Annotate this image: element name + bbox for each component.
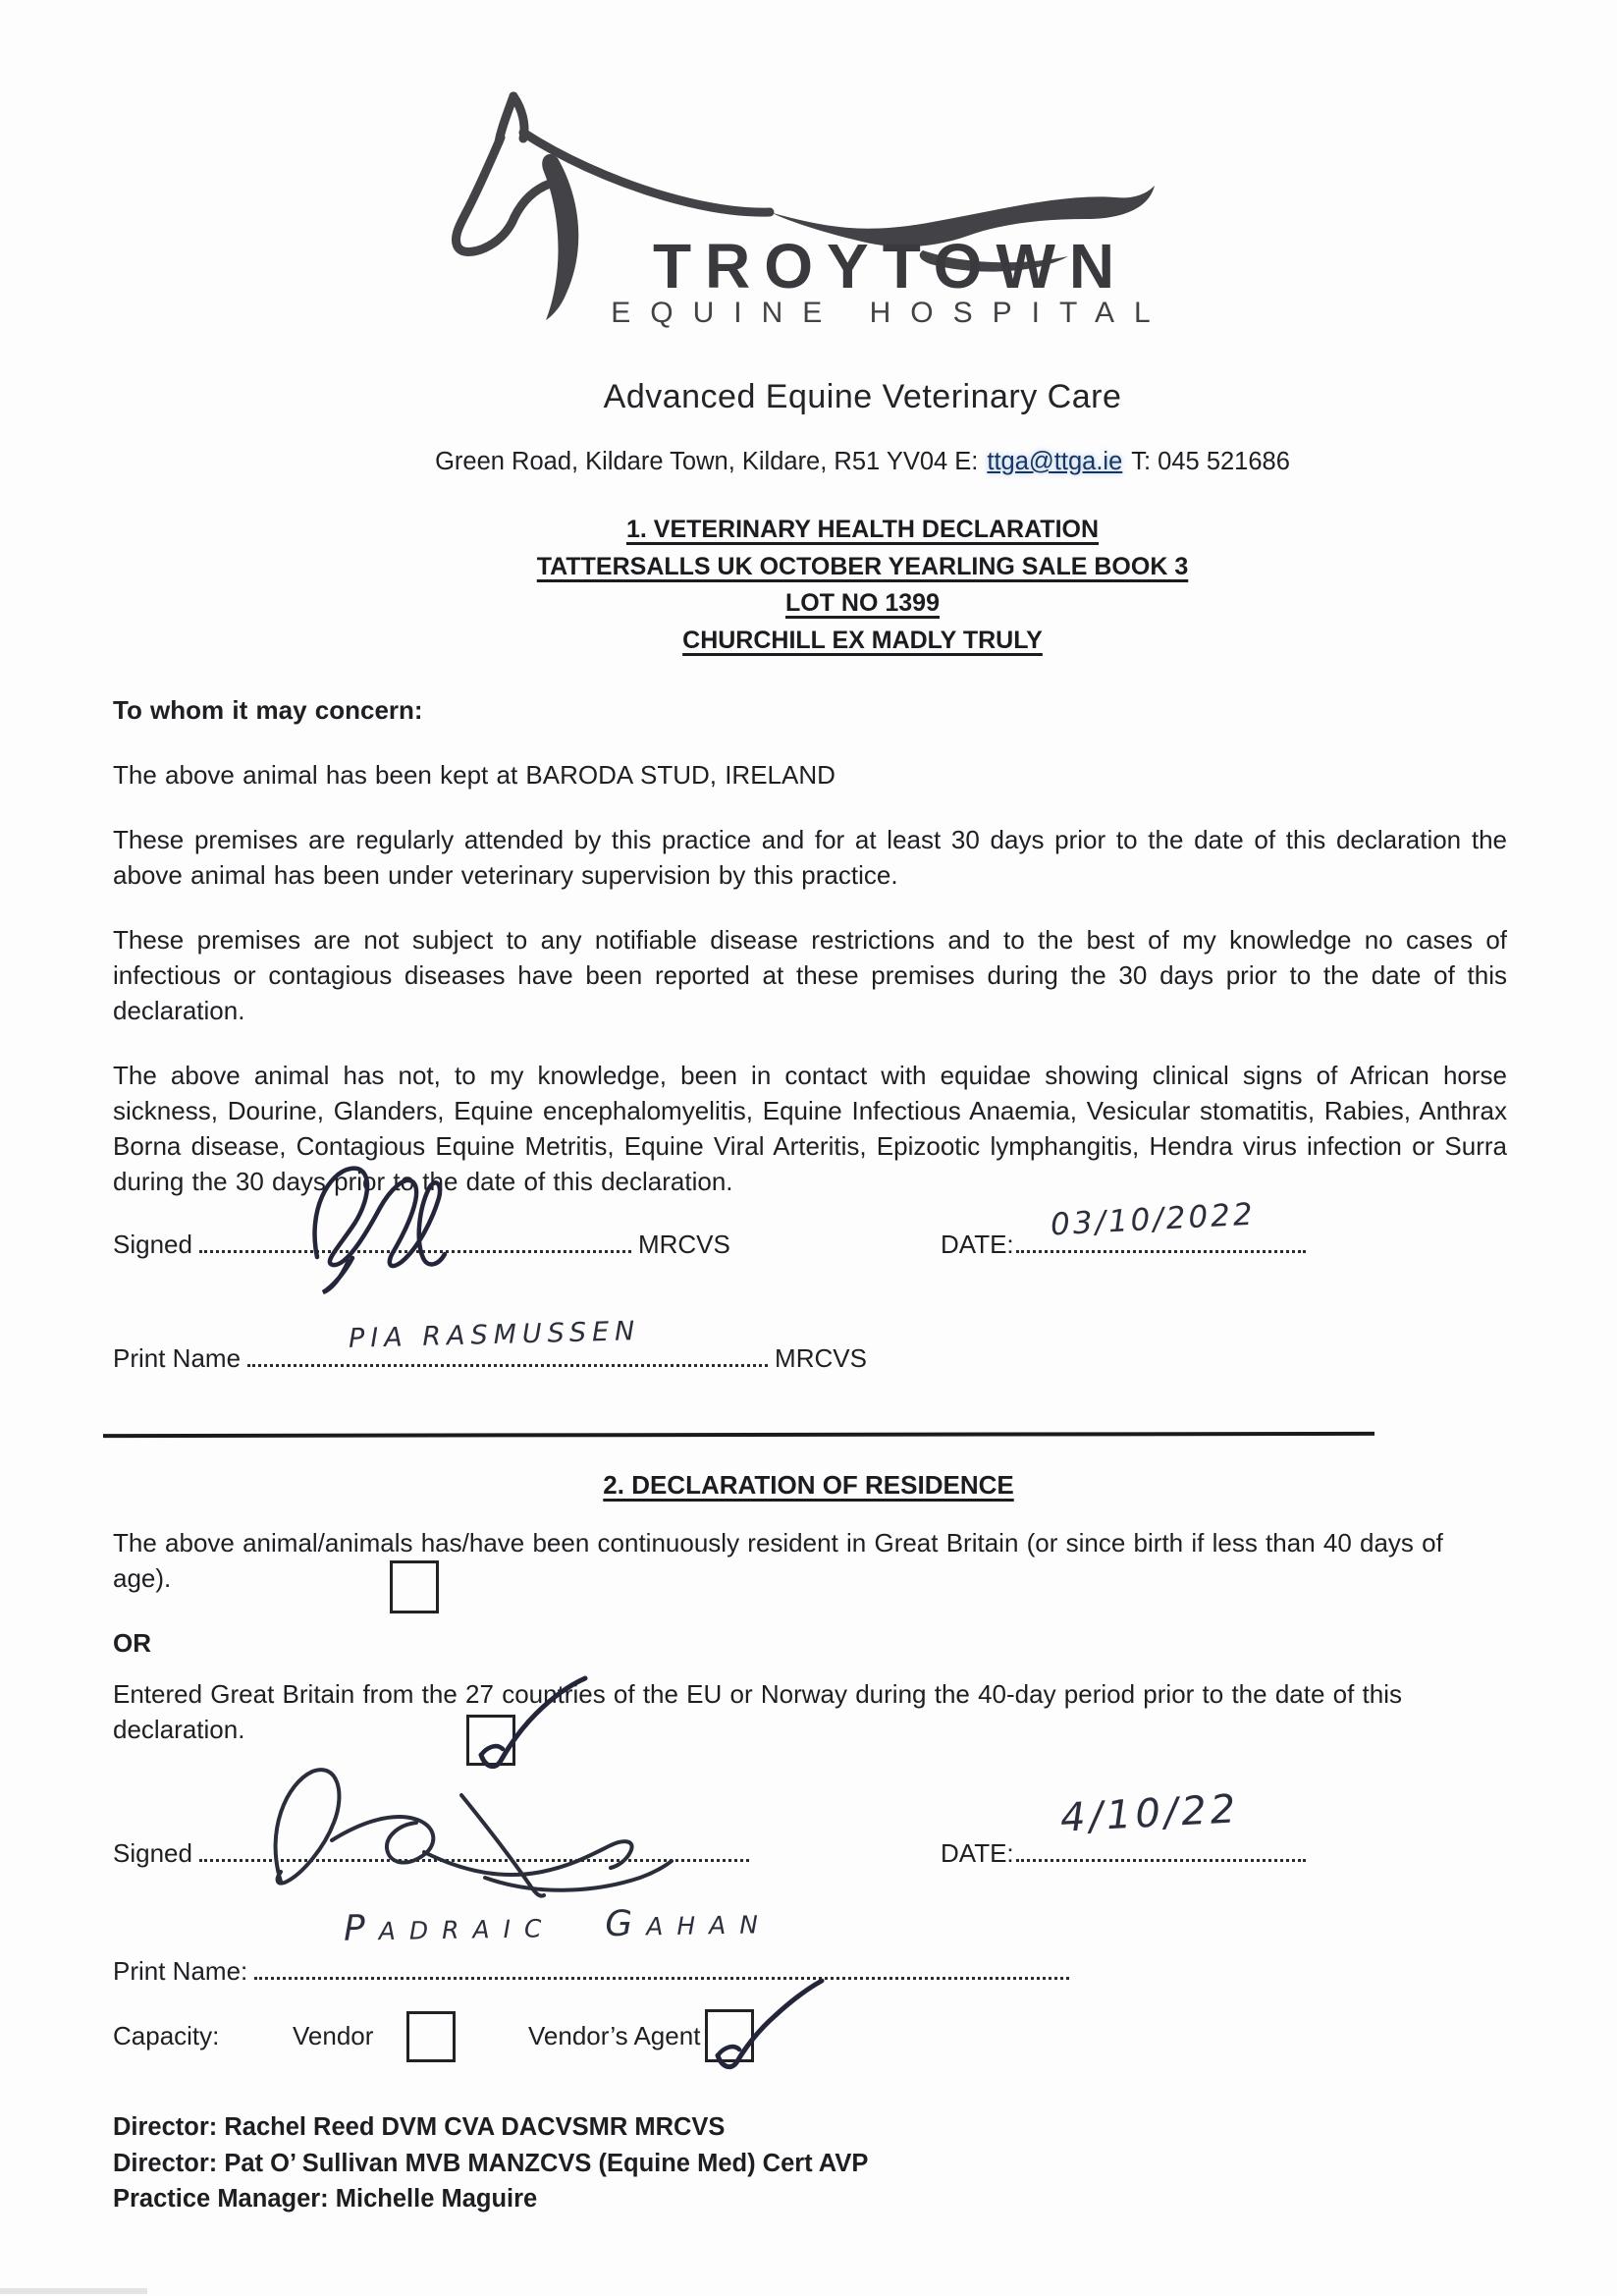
option-entered-text: Entered Great Britain from the 27 countries of the EU or Norway during the 40-day period prior to the date of this declaration. <box>113 1679 1403 1744</box>
horse-head-logo-icon <box>412 83 1170 329</box>
logo-wordmark: TROYTOWN <box>652 231 1129 301</box>
vet-qualification: MRCVS <box>637 1230 730 1259</box>
email-link[interactable]: ttga@ttga.ie <box>987 448 1123 475</box>
vet-print-name-row <box>113 1316 1507 1374</box>
title-line-2: TATTERSALLS UK OCTOBER YEARLING SALE BOOK 3 <box>536 552 1189 580</box>
declarant-date-line[interactable] <box>1016 1856 1306 1862</box>
option-resident-text: The above animal/animals has/have been continuously resident in Great Britain (or since birth if less than 40 days of age). <box>113 1528 1443 1593</box>
vet-signature-scribble <box>290 1159 525 1296</box>
address-suffix: T: 045 521686 <box>1131 448 1290 475</box>
print-name-label: Print Name <box>113 1343 242 1373</box>
vendor-checkbox[interactable] <box>406 2011 456 2062</box>
vendor-agent-tick-mark-icon <box>704 1977 832 2080</box>
capacity-label: Capacity: <box>113 2021 220 2050</box>
date-label: DATE: <box>941 1230 1014 1259</box>
date-label-2: DATE: <box>941 1838 1014 1868</box>
title-line-4: CHURCHILL EX MADLY TRULY <box>682 626 1043 654</box>
clinic-address-line <box>55 448 1617 476</box>
residence-section-heading: 2. DECLARATION OF RESIDENCE <box>603 1470 1014 1500</box>
resident-checkbox[interactable] <box>390 1560 439 1613</box>
signed-label-2: Signed <box>113 1838 192 1868</box>
declaration-body <box>113 692 1507 1199</box>
vet-print-name-line[interactable] <box>247 1361 768 1367</box>
logo-subtitle: EQUINE HOSPITAL <box>611 297 1170 329</box>
declarant-last-name: Gahan <box>604 1901 773 1945</box>
entered-checkbox[interactable] <box>466 1715 515 1766</box>
vendor-agent-checkbox[interactable] <box>705 2009 754 2062</box>
paragraph-no-contact: The above animal has not, to my knowledge, been in contact with equidae showing clinical signs of African horse sickness, Dourine, Glanders, Equine encephalomyelitis, Equine Infectious Anaemia, Vesicular stomatitis, Rabies, Anthrax Borna disease, Contagious Equine Metritis, Equine Viral Arteritis, Epizootic lymphangitis, Hendra virus infection or Surra during the 30 days prior to the date of this declaration. <box>113 1061 1507 1196</box>
signed-label: Signed <box>113 1230 192 1259</box>
salutation: To whom it may concern: <box>113 695 423 725</box>
vet-date-line[interactable] <box>1016 1247 1306 1253</box>
director-line-1: Director: Rachel Reed DVM CVA DACVSMR MRCVS <box>113 2113 726 2141</box>
clinic-logo <box>412 83 1170 329</box>
or-label: OR <box>113 1628 151 1658</box>
vendor-label: Vendor <box>293 2021 374 2050</box>
vet-print-name-handwriting: PIA RASMUSSEN <box>348 1316 641 1354</box>
declarant-print-name-line[interactable] <box>254 1974 1069 1980</box>
declarant-date-group <box>941 1838 1313 1869</box>
declarant-signature-scribble <box>245 1762 697 1899</box>
section-divider <box>103 1432 1374 1438</box>
paragraph-kept-at: The above animal has been kept at BARODA STUD, IRELAND <box>113 760 835 790</box>
practice-staff-footer <box>113 2109 1507 2217</box>
title-line-3: LOT NO 1399 <box>785 589 940 617</box>
residence-option-resident <box>113 1525 1507 1596</box>
paragraph-premises-attended: These premises are regularly attended by this practice and for at least 30 days prior to the date of this declaration the above animal has been under veterinary supervision by this practice. <box>113 825 1507 890</box>
residence-option-entered <box>113 1676 1507 1747</box>
director-line-2: Director: Pat O’ Sullivan MVB MANZCVS (Equine Med) Cert AVP <box>113 2149 869 2177</box>
capacity-row <box>113 2021 1507 2090</box>
clinic-tagline: Advanced Equine Veterinary Care <box>603 378 1122 415</box>
declarant-first-name: Padraic <box>343 1905 556 1949</box>
print-name-label-2: Print Name: <box>113 1956 248 1986</box>
scan-artifact <box>0 2288 147 2294</box>
declarant-print-name-handwriting <box>344 1901 773 1949</box>
vet-signature-row <box>113 1196 1507 1260</box>
declarant-date-handwriting: 4/10/22 <box>1058 1786 1241 1841</box>
address-prefix: Green Road, Kildare Town, Kildare, R51 YV04 E: <box>435 448 979 475</box>
document-title-block <box>55 512 1617 659</box>
vet-print-qualification: MRCVS <box>775 1343 867 1373</box>
title-line-1: 1. VETERINARY HEALTH DECLARATION <box>625 516 1100 543</box>
paragraph-no-restrictions: These premises are not subject to any notifiable disease restrictions and to the best of my knowledge no cases of infectious or contagious diseases have been reported at these premises during the 30 days prior to the date of this declaration. <box>113 925 1507 1025</box>
practice-manager-line: Practice Manager: Michelle Maguire <box>113 2185 538 2213</box>
declarant-signature-row <box>113 1786 1507 1869</box>
declarant-print-name-row <box>113 1901 1507 1987</box>
vet-date-handwriting: 03/10/2022 <box>1050 1196 1257 1243</box>
vendor-agent-label: Vendor’s Agent <box>528 2021 701 2050</box>
mane-lock-shape <box>542 154 578 320</box>
